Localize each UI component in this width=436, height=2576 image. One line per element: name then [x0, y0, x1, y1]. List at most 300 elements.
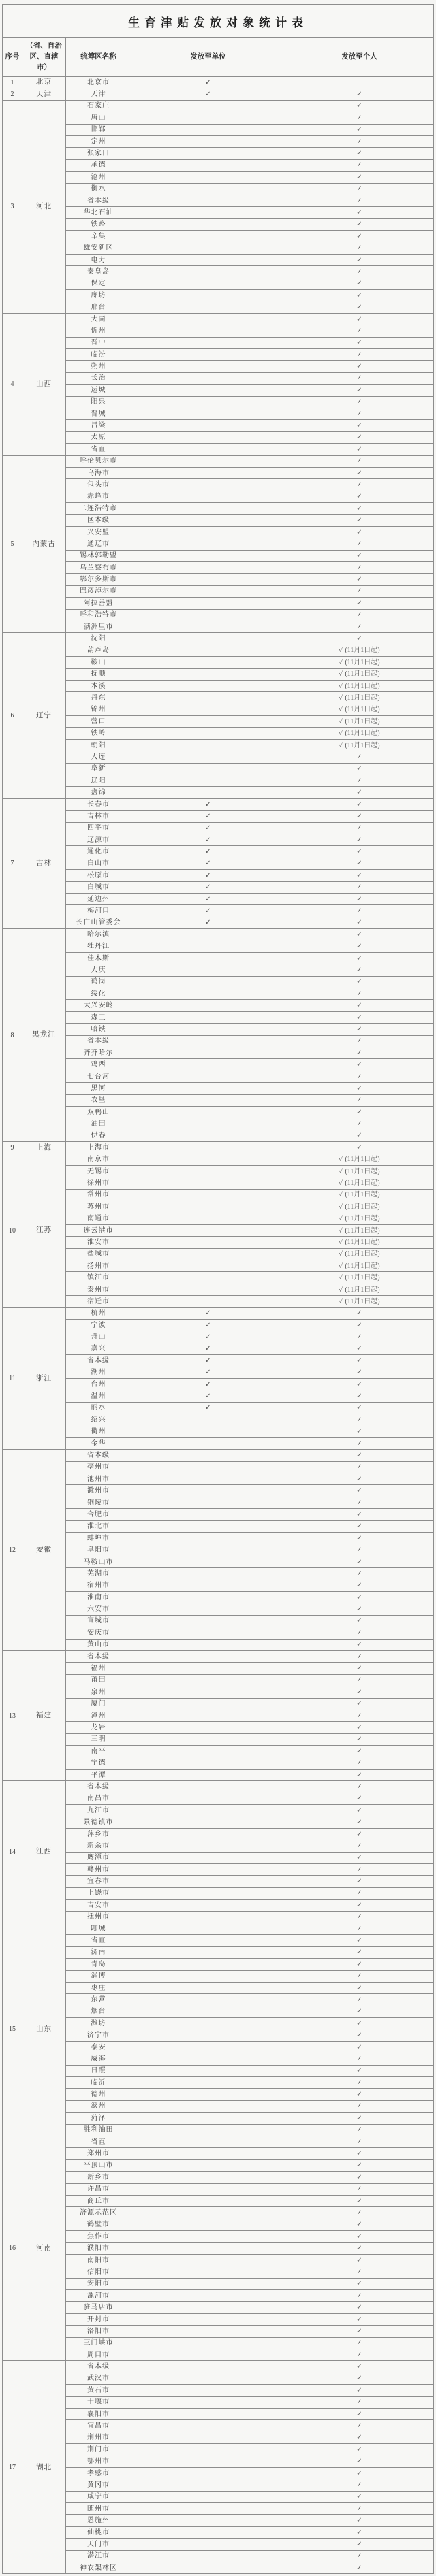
region-cell: 滨州	[66, 2100, 131, 2112]
region-cell: 马鞍山市	[66, 1556, 131, 1567]
region-cell: 荆门市	[66, 2444, 131, 2456]
person-check-cell: ✓	[285, 491, 434, 502]
unit-check-cell	[131, 2254, 285, 2266]
person-check-cell: ✓	[285, 1746, 434, 1757]
person-check-cell: ✓	[285, 242, 434, 254]
unit-check-cell	[131, 1414, 285, 1426]
table-row	[3, 1946, 434, 1958]
table-row	[3, 2278, 434, 2289]
region-cell: 徐州市	[66, 1177, 131, 1189]
unit-check-cell	[131, 1781, 285, 1793]
province-cell: 安徽	[22, 1450, 66, 1651]
table-row	[3, 1769, 434, 1780]
table-row	[3, 1118, 434, 1130]
person-check-cell: ✓	[285, 2396, 434, 2408]
region-cell: 石家庄	[66, 100, 131, 112]
unit-check-cell	[131, 2006, 285, 2017]
unit-check-cell	[131, 1805, 285, 1816]
unit-check-cell	[131, 645, 285, 656]
person-check-cell: ✓	[285, 1970, 434, 1982]
region-cell: 省本级	[66, 1650, 131, 1662]
unit-check-cell	[131, 1746, 285, 1757]
region-cell: 丹东	[66, 692, 131, 704]
unit-check-cell: ✓	[131, 881, 285, 893]
region-cell: 阜阳市	[66, 1544, 131, 1556]
unit-check-cell	[131, 1627, 285, 1639]
region-cell: 黄冈市	[66, 2479, 131, 2491]
region-cell: 大同	[66, 313, 131, 325]
table-row	[3, 2006, 434, 2017]
region-cell: 省直	[66, 2136, 131, 2147]
unit-check-cell	[131, 1603, 285, 1615]
table-row	[3, 278, 434, 289]
table-row	[3, 325, 434, 337]
unit-check-cell: ✓	[131, 811, 285, 822]
unit-check-cell	[131, 2408, 285, 2419]
unit-check-cell	[131, 1035, 285, 1047]
person-check-cell: ✓	[285, 408, 434, 419]
region-cell: 咸宁市	[66, 2491, 131, 2502]
unit-check-cell	[131, 692, 285, 704]
table-row	[3, 2456, 434, 2467]
unit-check-cell	[131, 1189, 285, 1201]
region-cell: 宣城市	[66, 1615, 131, 1627]
unit-check-cell	[131, 1237, 285, 1248]
person-check-cell: ✓	[285, 1509, 434, 1520]
table-row	[3, 431, 434, 443]
unit-check-cell	[131, 1000, 285, 1011]
region-cell: 黄山市	[66, 1639, 131, 1650]
table-row	[3, 1663, 434, 1674]
province-cell: 辽宁	[22, 633, 66, 798]
region-cell: 温州	[66, 1390, 131, 1402]
person-check-cell: ✓	[285, 574, 434, 585]
person-check-cell	[285, 77, 434, 88]
unit-check-cell	[131, 1852, 285, 1863]
table-row	[3, 1331, 434, 1343]
unit-check-cell	[131, 585, 285, 597]
table-row	[3, 1248, 434, 1260]
table-row	[3, 254, 434, 265]
unit-check-cell	[131, 1485, 285, 1497]
unit-check-cell	[131, 1592, 285, 1603]
unit-check-cell	[131, 1674, 285, 1686]
table-row	[3, 420, 434, 431]
province-cell: 内蒙古	[22, 455, 66, 633]
region-cell: 省直	[66, 1935, 131, 1946]
table-row	[3, 2479, 434, 2491]
region-cell: 衢州	[66, 1426, 131, 1437]
region-cell: 威海	[66, 2053, 131, 2065]
unit-check-cell	[131, 621, 285, 632]
table-row	[3, 1733, 434, 1745]
region-cell: 辽阳	[66, 775, 131, 787]
person-check-cell: ✓	[285, 2029, 434, 2041]
table-row	[3, 1260, 434, 1272]
person-check-cell: ✓	[285, 396, 434, 408]
table-row	[3, 2077, 434, 2089]
person-check-cell: ✓	[285, 1544, 434, 1556]
unit-check-cell	[131, 1047, 285, 1059]
table-row	[3, 1106, 434, 1118]
region-cell: 乌兰察布市	[66, 562, 131, 574]
table-row	[3, 704, 434, 715]
index-cell: 3	[3, 100, 22, 313]
region-cell: 临沂	[66, 2077, 131, 2089]
region-cell: 池州市	[66, 1473, 131, 1485]
region-cell: 潍坊	[66, 2018, 131, 2029]
person-check-cell: ✓	[285, 751, 434, 763]
unit-check-cell	[131, 2041, 285, 2053]
person-check-cell: ✓	[285, 1402, 434, 1414]
province-cell: 山西	[22, 313, 66, 455]
person-check-cell: ✓	[285, 231, 434, 242]
region-cell: 省本级	[66, 1781, 131, 1793]
person-check-cell: ✓	[285, 1426, 434, 1437]
table-row	[3, 1710, 434, 1721]
unit-check-cell	[131, 1201, 285, 1213]
region-cell: 扬州市	[66, 1260, 131, 1272]
region-cell: 淮安市	[66, 1237, 131, 1248]
unit-check-cell	[131, 135, 285, 147]
title-row	[3, 5, 434, 38]
unit-check-cell	[131, 550, 285, 561]
table-row	[3, 574, 434, 585]
unit-check-cell	[131, 1024, 285, 1035]
person-check-cell: ✓	[285, 88, 434, 100]
unit-check-cell	[131, 242, 285, 254]
table-row	[3, 763, 434, 775]
region-cell: 景德镇市	[66, 1816, 131, 1828]
unit-check-cell	[131, 325, 285, 337]
person-check-cell: ✓	[285, 538, 434, 550]
person-check-cell: ✓	[285, 1414, 434, 1426]
region-cell: 丽水	[66, 1402, 131, 1414]
index-cell: 7	[3, 798, 22, 928]
person-check-cell: ✓	[285, 2172, 434, 2183]
table-row	[3, 1982, 434, 1993]
unit-check-cell	[131, 2313, 285, 2325]
person-check-cell: ✓	[285, 621, 434, 632]
unit-check-cell	[131, 361, 285, 372]
unit-check-cell	[131, 2172, 285, 2183]
person-check-cell: ✓	[285, 1639, 434, 1650]
person-check-cell: ✓	[285, 1805, 434, 1816]
region-cell: 佳木斯	[66, 952, 131, 964]
unit-check-cell	[131, 609, 285, 621]
table-row	[3, 858, 434, 869]
table-row	[3, 231, 434, 242]
table-row	[3, 633, 434, 645]
table-row	[3, 1887, 434, 1899]
person-check-cell: ✓	[285, 348, 434, 360]
unit-check-cell	[131, 491, 285, 502]
region-cell: 铁路	[66, 218, 131, 230]
person-check-cell: ✓	[285, 834, 434, 846]
person-check-cell: ✓	[285, 420, 434, 431]
person-check-cell: ✓ (11月1日起)	[285, 739, 434, 751]
person-check-cell: ✓	[285, 1863, 434, 1875]
person-check-cell: ✓	[285, 112, 434, 124]
unit-check-cell	[131, 2195, 285, 2206]
person-check-cell: ✓	[285, 2219, 434, 2230]
region-cell: 枣庄	[66, 1982, 131, 1993]
table-row	[3, 1154, 434, 1165]
table-row	[3, 941, 434, 952]
unit-check-cell	[131, 1011, 285, 1023]
unit-check-cell	[131, 207, 285, 218]
index-cell: 15	[3, 1923, 22, 2136]
table-row	[3, 2113, 434, 2124]
table-row	[3, 917, 434, 928]
table-row	[3, 1343, 434, 1354]
unit-check-cell	[131, 1970, 285, 1982]
table-row	[3, 183, 434, 195]
unit-check-cell	[131, 2539, 285, 2550]
column-header-region: 统筹区名称	[66, 38, 131, 77]
table-row	[3, 1402, 434, 1414]
table-row	[3, 361, 434, 372]
person-check-cell: ✓	[285, 1686, 434, 1698]
table-row	[3, 1426, 434, 1437]
table-row	[3, 2159, 434, 2171]
region-cell: 牡丹江	[66, 941, 131, 952]
person-check-cell: ✓	[285, 1024, 434, 1035]
unit-check-cell	[131, 148, 285, 159]
unit-check-cell	[131, 100, 285, 112]
unit-check-cell	[131, 1106, 285, 1118]
person-check-cell: ✓	[285, 917, 434, 928]
unit-check-cell	[131, 952, 285, 964]
unit-check-cell	[131, 1900, 285, 1911]
table-row	[3, 1237, 434, 1248]
region-cell: 通辽市	[66, 538, 131, 550]
table-row	[3, 1473, 434, 1485]
unit-check-cell	[131, 2219, 285, 2230]
table-row	[3, 1035, 434, 1047]
unit-check-cell	[131, 2420, 285, 2432]
unit-check-cell	[131, 680, 285, 691]
region-cell: 杭州	[66, 1307, 131, 1319]
unit-check-cell: ✓	[131, 1402, 285, 1414]
table-row	[3, 798, 434, 810]
person-check-cell: ✓	[285, 1485, 434, 1497]
person-check-cell: ✓	[285, 1000, 434, 1011]
region-cell: 抚顺	[66, 668, 131, 680]
region-cell: 许昌市	[66, 2183, 131, 2195]
person-check-cell: ✓	[285, 798, 434, 810]
person-check-cell: ✓	[285, 1698, 434, 1710]
region-cell: 大兴安岭	[66, 1000, 131, 1011]
person-check-cell: ✓	[285, 2408, 434, 2419]
region-cell: 保定	[66, 278, 131, 289]
person-check-cell: ✓	[285, 2432, 434, 2443]
unit-check-cell	[131, 1994, 285, 2006]
region-cell: 铁岭	[66, 728, 131, 739]
unit-check-cell	[131, 1840, 285, 1852]
region-cell: 无锡市	[66, 1165, 131, 1177]
unit-check-cell	[131, 2053, 285, 2065]
table-row	[3, 2100, 434, 2112]
index-cell: 10	[3, 1154, 22, 1307]
table-row	[3, 2136, 434, 2147]
table-row	[3, 301, 434, 313]
unit-check-cell	[131, 396, 285, 408]
table-row	[3, 1863, 434, 1875]
table-row	[3, 1390, 434, 1402]
table-row	[3, 1580, 434, 1591]
region-cell: 鹤壁市	[66, 2219, 131, 2230]
region-cell: 抚州市	[66, 1911, 131, 1923]
unit-check-cell	[131, 2207, 285, 2219]
region-cell: 宁波	[66, 1320, 131, 1331]
unit-check-cell: ✓	[131, 1320, 285, 1331]
index-cell: 1	[3, 77, 22, 88]
unit-check-cell	[131, 467, 285, 478]
region-cell: 营口	[66, 716, 131, 728]
unit-check-cell	[131, 2562, 285, 2574]
table-row	[3, 822, 434, 834]
person-check-cell: ✓	[285, 1946, 434, 1958]
person-check-cell: ✓	[285, 598, 434, 609]
unit-check-cell	[131, 2113, 285, 2124]
region-cell: 长春市	[66, 798, 131, 810]
region-cell: 安阳市	[66, 2278, 131, 2289]
unit-check-cell: ✓	[131, 893, 285, 904]
table-row	[3, 1828, 434, 1840]
person-check-cell: ✓ (11月1日起)	[285, 1154, 434, 1165]
unit-check-cell	[131, 1816, 285, 1828]
unit-check-cell	[131, 1142, 285, 1154]
table-row	[3, 1674, 434, 1686]
unit-check-cell: ✓	[131, 1367, 285, 1378]
index-cell: 9	[3, 1142, 22, 1154]
region-cell: 宁德	[66, 1757, 131, 1769]
table-row	[3, 846, 434, 858]
unit-check-cell	[131, 1722, 285, 1733]
unit-check-cell	[131, 1083, 285, 1094]
unit-check-cell	[131, 1863, 285, 1875]
table-row	[3, 1615, 434, 1627]
unit-check-cell	[131, 562, 285, 574]
person-check-cell: ✓	[285, 1615, 434, 1627]
person-check-cell: ✓	[285, 2231, 434, 2243]
region-cell: 黄石市	[66, 2385, 131, 2396]
table-row	[3, 1461, 434, 1473]
region-cell: 洛阳市	[66, 2326, 131, 2337]
table-row	[3, 2373, 434, 2384]
region-cell: 淄博	[66, 1970, 131, 1982]
table-row	[3, 2361, 434, 2373]
person-check-cell: ✓	[285, 1994, 434, 2006]
region-cell: 淮北市	[66, 1520, 131, 1532]
region-cell: 伊春	[66, 1130, 131, 1141]
table-row	[3, 2207, 434, 2219]
table-row	[3, 751, 434, 763]
region-cell: 连云港市	[66, 1224, 131, 1236]
region-cell: 德州	[66, 2089, 131, 2100]
person-check-cell: ✓	[285, 858, 434, 869]
region-cell: 焦作市	[66, 2231, 131, 2243]
table-row	[3, 598, 434, 609]
region-cell: 农垦	[66, 1094, 131, 1106]
unit-check-cell	[131, 231, 285, 242]
person-check-cell: ✓	[285, 2124, 434, 2136]
unit-check-cell	[131, 1284, 285, 1295]
person-check-cell: ✓ (11月1日起)	[285, 692, 434, 704]
table-row	[3, 1437, 434, 1449]
table-row	[3, 609, 434, 621]
person-check-cell: ✓	[285, 2385, 434, 2396]
region-cell: 廊坊	[66, 290, 131, 301]
table-row	[3, 1142, 434, 1154]
region-cell: 长白山管委会	[66, 917, 131, 928]
region-cell: 朔州	[66, 361, 131, 372]
person-check-cell: ✓	[285, 2041, 434, 2053]
table-row	[3, 1959, 434, 1970]
region-cell: 镇江市	[66, 1272, 131, 1284]
person-check-cell: ✓	[285, 2361, 434, 2373]
province-cell: 上海	[22, 1142, 66, 1154]
index-cell: 4	[3, 313, 22, 455]
unit-check-cell	[131, 2479, 285, 2491]
table-row	[3, 2515, 434, 2526]
region-cell: 苏州市	[66, 1201, 131, 1213]
unit-check-cell	[131, 1733, 285, 1745]
region-cell: 漯河市	[66, 2290, 131, 2302]
table-row	[3, 2396, 434, 2408]
unit-check-cell	[131, 2432, 285, 2443]
person-check-cell: ✓	[285, 2420, 434, 2432]
table-row	[3, 1378, 434, 1390]
region-cell: 张家口	[66, 148, 131, 159]
unit-check-cell	[131, 112, 285, 124]
region-cell: 上海市	[66, 1142, 131, 1154]
table-row	[3, 135, 434, 147]
person-check-cell: ✓	[285, 2254, 434, 2266]
person-check-cell: ✓	[285, 1355, 434, 1367]
province-cell: 山东	[22, 1923, 66, 2136]
table-row	[3, 1367, 434, 1378]
table-row	[3, 1840, 434, 1852]
table-row	[3, 2029, 434, 2041]
region-cell: 沧州	[66, 172, 131, 183]
person-check-cell: ✓ (11月1日起)	[285, 1177, 434, 1189]
region-cell: 潜江市	[66, 2550, 131, 2562]
unit-check-cell	[131, 1533, 285, 1544]
table-row	[3, 1059, 434, 1071]
person-check-cell: ✓	[285, 2100, 434, 2112]
index-cell: 16	[3, 2136, 22, 2360]
region-cell: 郑州市	[66, 2148, 131, 2159]
table-row	[3, 1189, 434, 1201]
unit-check-cell	[131, 1437, 285, 1449]
table-row	[3, 811, 434, 822]
table-row	[3, 870, 434, 881]
region-cell: 平潭	[66, 1769, 131, 1780]
person-check-cell: ✓	[285, 1722, 434, 1733]
person-check-cell: ✓	[285, 1757, 434, 1769]
person-check-cell: ✓	[285, 372, 434, 384]
unit-check-cell	[131, 218, 285, 230]
person-check-cell: ✓	[285, 846, 434, 858]
unit-check-cell	[131, 1118, 285, 1130]
unit-check-cell	[131, 408, 285, 419]
unit-check-cell	[131, 941, 285, 952]
table-row	[3, 1509, 434, 1520]
table-row	[3, 2408, 434, 2419]
table-row	[3, 148, 434, 159]
